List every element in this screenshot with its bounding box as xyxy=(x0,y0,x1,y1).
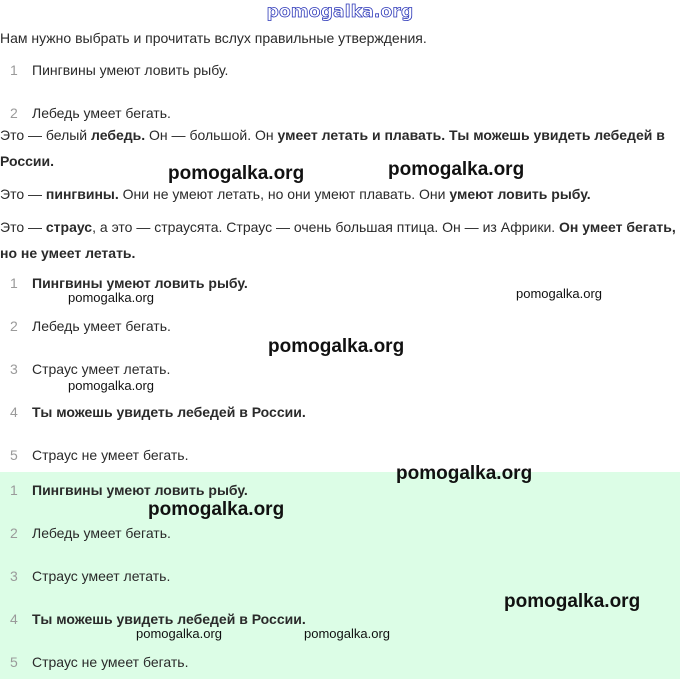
item-number: 3 xyxy=(10,568,18,584)
paragraph-bold: страус xyxy=(45,219,93,235)
item-text-correct: Ты можешь увидеть лебедей в России. xyxy=(32,611,306,627)
item-number: 4 xyxy=(10,611,18,627)
item-text: Страус не умеет бегать. xyxy=(32,447,189,463)
task-intro: Нам нужно выбрать и прочитать вслух правильные утверждения. xyxy=(0,30,427,46)
item-number: 1 xyxy=(10,275,18,291)
item-number: 3 xyxy=(10,361,18,377)
paragraph-text: , а это — страусята. Страус — очень большая птица. Он — из Африки. xyxy=(92,219,560,235)
item-number: 2 xyxy=(10,525,18,541)
item-number: 2 xyxy=(10,105,18,121)
item-number: 1 xyxy=(10,62,18,78)
item-number: 1 xyxy=(10,482,18,498)
watermark: pomogalka.org xyxy=(396,463,533,484)
paragraph-text: Он — большой. Он xyxy=(145,127,278,143)
list-item xyxy=(0,60,228,80)
item-number: 2 xyxy=(10,318,18,334)
list-item xyxy=(0,402,306,422)
paragraph-text: Это — xyxy=(0,219,46,235)
list-item xyxy=(0,652,188,672)
paragraph-bold: умеет летать и плавать. Ты можешь увидеть лебедей в России. xyxy=(0,127,665,169)
paragraph-text: Это — xyxy=(0,186,46,202)
watermark: pomogalka.org xyxy=(168,163,305,184)
item-text: Лебедь умеет бегать. xyxy=(32,105,171,121)
item-number: 5 xyxy=(10,654,18,670)
item-text: Лебедь умеет бегать. xyxy=(32,318,171,334)
watermark: pomogalka.org xyxy=(136,626,222,641)
item-number: 4 xyxy=(10,404,18,420)
paragraph-text: Они не умеют летать, но они умеют плавать. Они xyxy=(118,186,450,202)
item-text-correct: Пингвины умеют ловить рыбу. xyxy=(32,482,248,498)
watermark: pomogalka.org xyxy=(304,626,390,641)
site-logo: pomogalka.org xyxy=(266,2,414,22)
paragraph-text: Это — белый xyxy=(0,127,92,143)
watermark: pomogalka.org xyxy=(388,159,525,180)
item-text-correct: Ты можешь увидеть лебедей в России. xyxy=(32,404,306,420)
watermark: pomogalka.org xyxy=(504,591,641,612)
list-item xyxy=(0,480,248,500)
paragraph-ostrich xyxy=(0,214,676,266)
list-item xyxy=(0,523,171,543)
item-text: Страус умеет летать. xyxy=(32,568,171,584)
watermark: pomogalka.org xyxy=(516,286,602,301)
list-item xyxy=(0,566,170,586)
list-item xyxy=(0,359,170,379)
item-text: Страус не умеет бегать. xyxy=(32,654,189,670)
list-item xyxy=(0,445,188,465)
paragraph-bold: пингвины. xyxy=(45,186,119,202)
watermark: pomogalka.org xyxy=(68,290,154,305)
paragraph-bold: умеют ловить рыбу. xyxy=(449,186,591,202)
item-number: 5 xyxy=(10,447,18,463)
item-text: Страус умеет летать. xyxy=(32,361,171,377)
watermark: pomogalka.org xyxy=(268,336,405,357)
watermark: pomogalka.org xyxy=(68,378,154,393)
list-item xyxy=(0,103,171,123)
paragraph-swan xyxy=(0,122,676,174)
list-item xyxy=(0,316,171,336)
item-text-correct: Пингвины умеют ловить рыбу. xyxy=(32,275,248,291)
item-text: Пингвины умеют ловить рыбу. xyxy=(32,62,229,78)
paragraph-bold: Он умеет бегать, но не умеет летать. xyxy=(0,219,676,261)
paragraph-penguins xyxy=(0,181,676,207)
paragraph-bold: лебедь. xyxy=(91,127,146,143)
watermark: pomogalka.org xyxy=(148,499,285,520)
item-text: Лебедь умеет бегать. xyxy=(32,525,171,541)
